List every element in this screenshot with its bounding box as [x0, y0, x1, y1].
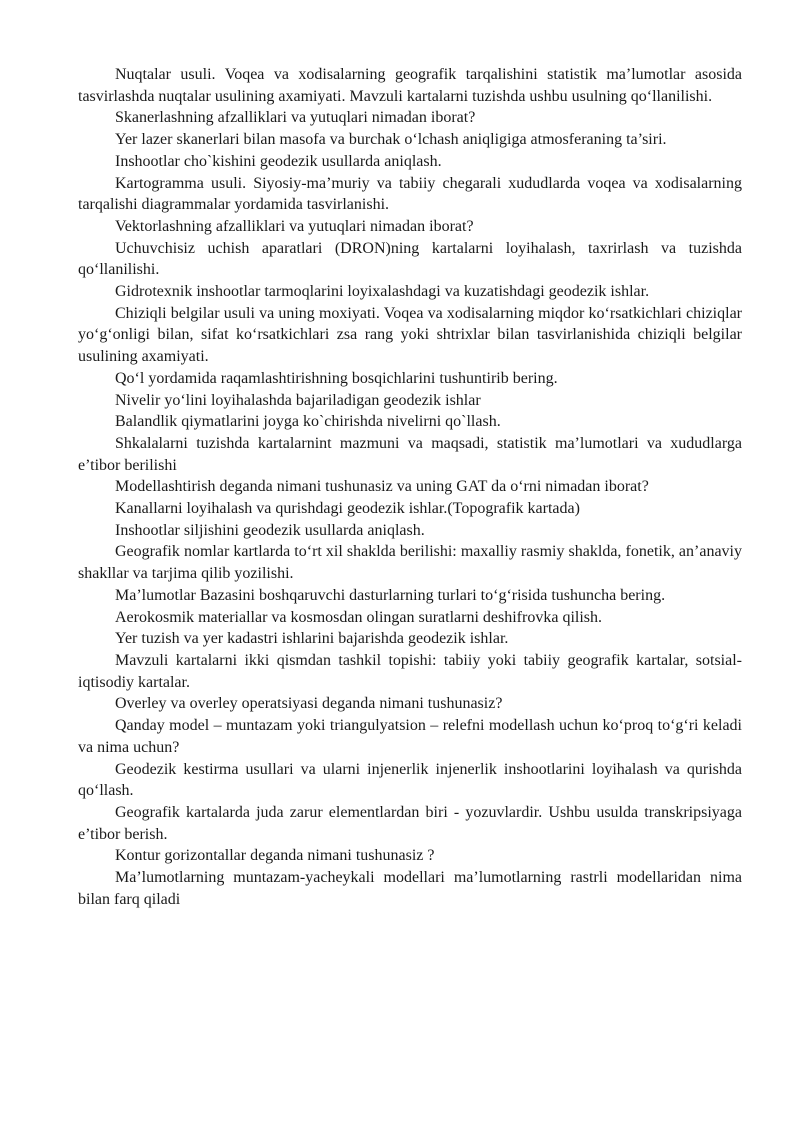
paragraph-25: Geografik kartalarda juda zarur elementlardan biri - yozuvlardir. Ushbu usulda transkripsiyaga e’tibor berish. [78, 803, 742, 843]
paragraph-11: Nivelir yo‘lini loyihalashda bajariladigan geodezik ishlar [115, 391, 481, 409]
paragraph-3: Yer lazer skanerlari bilan masofa va burchak o‘lchash aniqligiga atmosferaning ta’siri. [115, 131, 667, 149]
paragraph-15: Kanallarni loyihalash va qurishdagi geodezik ishlar.(Topografik kartada) [115, 500, 580, 518]
paragraph-6: Vektorlashning afzalliklari va yutuqlari nimadan iborat? [115, 217, 474, 235]
paragraph-20: Yer tuzish va yer kadastri ishlarini bajarishda geodezik ishlar. [115, 630, 509, 648]
paragraph-9: Chiziqli belgilar usuli va uning moxiyati. Voqea va xodisalarning miqdor ko‘rsatkichlari chiziqlar yo‘g‘onligi bilan, sifat ko‘rsatkichlari zsa rang yoki shtrixlar bilan tasvirlanishida chiziqli belgilar usulining axamiyati. [78, 304, 742, 366]
paragraph-22: Overley va overley operatsiyasi deganda nimani tushunasiz? [115, 695, 503, 713]
document-page [78, 64, 742, 910]
paragraph-23: Qanday model – muntazam yoki triangulyatsion – relefni modellash uchun ko‘proq to‘g‘ri keladi va nima uchun? [78, 717, 742, 756]
paragraph-21: Mavzuli kartalarni ikki qismdan tashkil topishi: tabiiy yoki tabiiy geografik kartalar, sotsial-iqtisodiy kartalar. [78, 651, 742, 691]
paragraph-2: Skanerlashning afzalliklari va yutuqlari nimadan iborat? [115, 109, 476, 127]
paragraph-13: Shkalalarni tuzishda kartalarnint mazmuni va maqsadi, statistik ma’lumotlari va xududlarga e’tibor berilishi [78, 434, 742, 474]
paragraph-1: Nuqtalar usuli. Voqea va xodisalarning geografik tarqalishini statistik ma’lumotlar asosida tasvirlashda nuqtalar usulining axamiyati. Mavzuli kartalarni tuzishda ushbu usulning qo‘llanilishi. [78, 66, 742, 105]
paragraph-17: Geografik nomlar kartlarda to‘rt xil shaklda berilishi: maxalliy rasmiy shaklda, fonetik, an’anaviy shakllar va tarjima qilib yozilishi. [78, 543, 742, 583]
paragraph-7: Uchuvchisiz uchish aparatlari (DRON)ning kartalarni loyihalash, taxrirlash va tuzishda qo‘llanilishi. [78, 239, 742, 279]
paragraph-10: Qo‘l yordamida raqamlashtirishning bosqichlarini tushuntirib bering. [115, 369, 558, 387]
paragraph-8: Gidrotexnik inshootlar tarmoqlarini loyixalashdagi va kuzatishdagi geodezik ishlar. [115, 283, 650, 301]
paragraph-24: Geodezik kestirma usullari va ularni injenerlik injenerlik inshootlarini loyihalash va qurishda qo‘llash. [78, 760, 742, 800]
paragraph-26: Kontur gorizontallar deganda nimani tushunasiz ? [115, 847, 435, 865]
paragraph-5: Kartogramma usuli. Siyosiy-ma’muriy va tabiiy chegarali xududlarda voqea va xodisalarning tarqalishi diagrammalar yordamida tasvirlanishi. [78, 174, 742, 214]
paragraph-4: Inshootlar cho`kishini geodezik usullarda aniqlash. [115, 152, 442, 170]
paragraph-18: Ma’lumotlar Bazasini boshqaruvchi dasturlarning turlari to‘g‘risida tushuncha bering. [115, 586, 666, 604]
paragraph-12: Balandlik qiymatlarini joyga ko`chirishda nivelirni qo`llash. [115, 413, 501, 431]
paragraph-14: Modellashtirish deganda nimani tushunasiz va uning GAT da o‘rni nimadan iborat? [115, 478, 649, 496]
paragraph-27: Ma’lumotlarning muntazam-yacheykali modellari ma’lumotlarning rastrli modellaridan nima bilan farq qiladi [78, 869, 742, 908]
paragraph-16: Inshootlar siljishini geodezik usullarda aniqlash. [115, 521, 425, 539]
paragraph-19: Aerokosmik materiallar va kosmosdan olingan suratlarni deshifrovka qilish. [115, 608, 602, 626]
